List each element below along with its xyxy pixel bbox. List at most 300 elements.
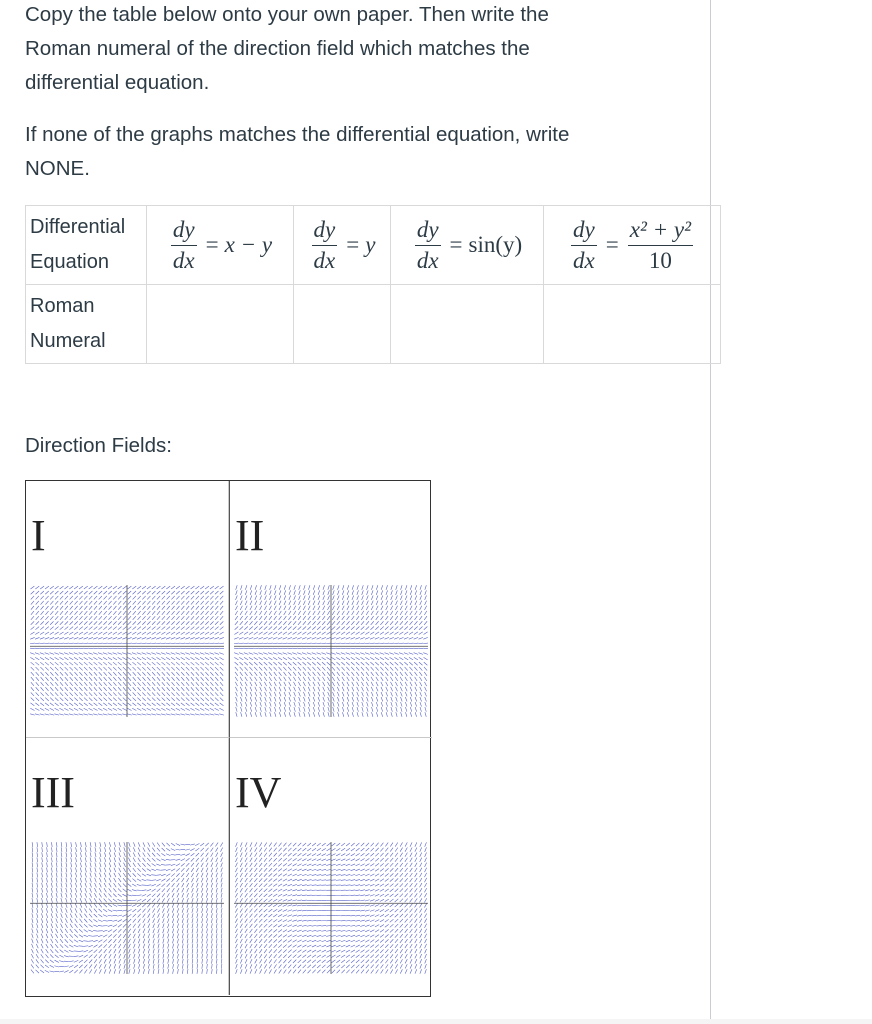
slope-segment [293, 657, 297, 660]
slope-segment [245, 959, 247, 963]
slope-segment [113, 682, 116, 686]
slope-segment [244, 653, 249, 655]
slope-segment [336, 632, 340, 635]
slope-segment [210, 611, 213, 615]
slope-segment [260, 606, 262, 610]
slope-segment [192, 959, 193, 964]
slope-segment [355, 920, 360, 921]
slope-segment [361, 627, 365, 630]
slope-segment [381, 964, 384, 968]
slope-segment [94, 586, 98, 589]
slope-segment [171, 873, 175, 876]
slope-segment [327, 682, 329, 686]
slope-segment [288, 950, 292, 953]
slope-segment [60, 934, 63, 938]
slope-segment [202, 934, 203, 939]
slope-segment [308, 611, 310, 615]
slope-segment [235, 903, 237, 907]
slope-segment [113, 698, 117, 701]
slope-segment [240, 939, 242, 943]
slope-segment [322, 859, 326, 861]
slope-segment [133, 672, 136, 676]
slope-segment [93, 930, 98, 931]
slope-segment [365, 900, 370, 901]
slope-segment [152, 672, 155, 676]
slope-segment [197, 893, 198, 898]
slope-segment [118, 883, 121, 887]
slope-segment [192, 949, 193, 954]
slope-segment [200, 657, 204, 659]
slope-segment [371, 970, 374, 974]
slope-segment [157, 596, 160, 599]
slope-segment [322, 843, 326, 846]
slope-segment [162, 677, 165, 681]
slope-segment [153, 949, 154, 954]
slope-segment [390, 964, 393, 968]
slope-segment [133, 621, 136, 624]
slope-segment [341, 662, 345, 665]
slope-segment [146, 643, 151, 644]
slope-segment [328, 692, 330, 696]
slope-segment [134, 954, 135, 959]
slope-segment [317, 970, 320, 973]
slope-segment [200, 667, 203, 670]
slope-segment [404, 637, 408, 639]
slope-segment [361, 667, 364, 671]
slope-segment [240, 949, 242, 953]
slope-segment [138, 959, 139, 964]
slope-segment [41, 944, 43, 948]
slope-segment [207, 969, 208, 974]
slope-segment [205, 606, 208, 610]
slope-segment [240, 616, 243, 620]
slope-segment [236, 964, 238, 968]
slope-segment [413, 648, 418, 649]
slope-segment [202, 928, 203, 933]
slope-segment [123, 591, 127, 594]
slope-segment [37, 898, 38, 903]
slope-segment [244, 627, 248, 630]
slope-segment [376, 621, 379, 625]
slope-segment [220, 677, 223, 681]
slope-segment [278, 853, 281, 856]
slope-segment [220, 657, 224, 659]
slope-segment [142, 698, 146, 701]
slope-segment [297, 653, 302, 655]
slope-segment [273, 873, 277, 876]
slope-segment [31, 667, 34, 670]
slope-segment [181, 868, 184, 871]
slope-segment [186, 627, 190, 630]
slope-segment [197, 934, 198, 939]
slope-segment [37, 908, 38, 913]
slope-segment [302, 900, 307, 901]
slope-segment [400, 878, 403, 882]
slope-segment [197, 939, 198, 944]
slope-segment [75, 903, 77, 907]
slope-segment [245, 692, 247, 696]
slope-segment [370, 869, 374, 871]
slope-segment [142, 863, 145, 867]
slope-segment [350, 920, 355, 921]
slope-segment [99, 959, 102, 963]
slope-segment [380, 939, 384, 942]
slope-segment [104, 687, 107, 691]
slope-segment [395, 606, 397, 610]
slope-segment [205, 662, 209, 665]
slope-segment [380, 662, 384, 665]
slope-segment [381, 595, 383, 599]
slope-segment [212, 944, 213, 949]
slope-segment [245, 667, 248, 671]
slope-segment [425, 590, 427, 595]
slope-segment [138, 944, 140, 949]
slope-segment [239, 662, 243, 665]
slope-segment [312, 874, 317, 875]
slope-segment [206, 868, 208, 872]
slope-segment [137, 591, 141, 594]
slope-segment [390, 667, 393, 671]
slope-segment [172, 682, 175, 686]
slope-segment [336, 955, 340, 958]
slope-segment [180, 844, 185, 845]
slope-segment [42, 888, 43, 893]
slope-segment [250, 842, 252, 846]
slope-segment [205, 611, 208, 615]
slope-segment [235, 606, 237, 610]
slope-segment [293, 621, 296, 625]
slope-segment [118, 708, 122, 710]
slope-segment [104, 863, 106, 868]
slope-segment [395, 853, 398, 857]
slope-segment [98, 914, 102, 917]
slope-segment [205, 667, 208, 670]
slope-segment [308, 672, 311, 676]
slope-segment [386, 969, 389, 973]
slope-segment [265, 692, 267, 696]
slope-segment [74, 703, 78, 706]
slope-segment [352, 606, 354, 610]
slope-segment [157, 687, 160, 691]
slope-segment [259, 954, 262, 958]
slope-segment [313, 697, 315, 702]
slope-segment [366, 616, 369, 620]
slope-segment [153, 964, 154, 969]
slope-segment [108, 708, 112, 710]
slope-segment [366, 601, 368, 605]
slope-segment [346, 621, 349, 625]
slope-segment [302, 643, 307, 644]
slope-segment [312, 940, 317, 942]
slope-segment [167, 682, 170, 686]
slope-segment [283, 955, 286, 958]
slope-segment [186, 873, 189, 877]
slope-segment [99, 909, 102, 912]
slope-segment [181, 606, 184, 610]
slope-segment [79, 657, 83, 659]
slope-segment [425, 959, 427, 963]
slope-segment [45, 672, 48, 676]
eq3-equals: = [449, 232, 463, 257]
slope-segment [80, 908, 82, 912]
slope-segment [278, 884, 282, 886]
slope-segment [93, 940, 98, 942]
slope-segment [395, 601, 397, 605]
slope-segment [84, 969, 87, 973]
slope-segment [114, 878, 116, 882]
slope-segment [210, 708, 214, 710]
slope-segment [298, 682, 300, 686]
slope-segment [405, 672, 408, 676]
slope-segment [255, 702, 257, 707]
slope-segment [133, 868, 136, 872]
slope-segment [404, 648, 409, 649]
slope-segment [352, 702, 354, 707]
slope-segment [186, 863, 189, 866]
slope-segment [74, 643, 79, 644]
slope-segment [420, 954, 422, 958]
slope-segment [113, 677, 116, 681]
slope-segment [420, 878, 422, 882]
slope-segment [351, 657, 355, 660]
slope-segment [117, 648, 122, 649]
slope-segment [94, 898, 96, 902]
slope-segment [322, 616, 325, 620]
slope-segment [405, 878, 408, 882]
slope-segment [419, 888, 421, 892]
slope-segment [220, 672, 223, 676]
slope-segment [221, 883, 222, 888]
slope-segment [93, 945, 97, 948]
slope-segment [32, 918, 33, 923]
slope-segment [375, 925, 379, 927]
slope-segment [215, 667, 218, 670]
slope-segment [181, 586, 185, 589]
slope-segment [264, 919, 267, 922]
slope-segment [323, 682, 325, 686]
slope-segment [186, 586, 190, 589]
slope-segment [98, 627, 102, 630]
slope-segment [112, 648, 117, 649]
slope-segment [245, 853, 247, 857]
slope-segment [249, 653, 254, 655]
slope-segment [410, 606, 412, 610]
slope-segment [361, 682, 363, 686]
slope-segment [405, 904, 408, 908]
slope-segment [273, 924, 277, 927]
slope-segment [289, 595, 291, 599]
slope-segment [46, 929, 48, 933]
slope-segment [346, 874, 351, 875]
slope-segment [202, 903, 203, 908]
slope-segment [396, 692, 398, 696]
slope-segment [123, 601, 126, 605]
slope-segment [99, 888, 101, 892]
slope-segment [176, 864, 180, 866]
slope-segment [76, 852, 77, 857]
slope-segment [138, 868, 141, 872]
slope-segment [35, 708, 39, 710]
slope-segment [103, 909, 107, 912]
slope-segment [389, 653, 394, 655]
slope-segment [385, 934, 389, 937]
slope-segment [196, 596, 199, 599]
slope-segment [41, 913, 42, 918]
slope-segment [176, 601, 179, 605]
slope-segment [254, 883, 257, 887]
slope-segment [312, 960, 316, 963]
slope-segment [415, 924, 418, 928]
slope-segment [176, 672, 179, 676]
slope-segment [36, 606, 39, 610]
slope-segment [177, 949, 178, 954]
slope-segment [405, 899, 408, 903]
slope-segment [283, 899, 287, 901]
slope-segment [128, 944, 130, 948]
slope-segment [274, 687, 276, 691]
slope-segment [396, 702, 398, 707]
slope-segment [399, 648, 404, 649]
slope-segment [84, 703, 88, 706]
slope-segment [367, 712, 368, 717]
slope-segment [240, 627, 244, 630]
slope-segment [54, 966, 59, 967]
slope-segment [148, 848, 150, 852]
slope-segment [284, 595, 286, 599]
slope-segment [361, 672, 364, 676]
slope-segment [279, 611, 281, 615]
slope-segment [361, 970, 364, 974]
slope-segment [386, 692, 388, 696]
slope-segment [389, 637, 393, 639]
slope-segment [113, 616, 116, 620]
slope-segment [337, 601, 339, 605]
slope-segment [70, 667, 73, 670]
slope-segment [200, 648, 205, 649]
slope-segment [88, 714, 93, 715]
slope-segment [235, 621, 238, 625]
slope-segment [172, 929, 173, 934]
slope-segment [147, 698, 151, 701]
slope-segment [297, 874, 301, 876]
slope-segment [195, 627, 199, 630]
slope-segment [415, 964, 417, 968]
slope-segment [321, 875, 326, 876]
slope-segment [147, 899, 151, 902]
slope-segment [254, 934, 257, 938]
slope-segment [46, 913, 47, 918]
slope-segment [317, 965, 321, 968]
slope-segment [404, 653, 409, 655]
slope-segment [337, 687, 339, 691]
slope-segment [283, 959, 286, 963]
slope-segment [161, 879, 165, 882]
slope-segment [152, 848, 155, 852]
slope-segment [157, 889, 161, 892]
slope-segment [181, 677, 184, 681]
instruction-line-5: NONE. [25, 157, 90, 180]
slope-segment [124, 847, 126, 852]
slope-segment [37, 883, 38, 888]
slope-segment [216, 928, 217, 933]
slope-segment [419, 627, 423, 630]
slope-segment [70, 687, 73, 691]
slope-segment [425, 601, 427, 605]
slope-segment [85, 857, 86, 862]
slope-segment [323, 702, 325, 707]
slope-segment [60, 586, 64, 589]
slope-segment [192, 898, 193, 903]
slope-segment [61, 913, 63, 917]
slope-segment [56, 898, 57, 903]
slope-segment [88, 643, 93, 644]
slope-segment [303, 595, 305, 599]
slope-segment [235, 667, 238, 671]
slope-segment [42, 893, 43, 898]
slope-segment [425, 585, 427, 590]
slope-segment [250, 697, 252, 702]
slope-segment [347, 585, 349, 590]
slope-segment [50, 687, 53, 691]
slope-segment [327, 627, 331, 630]
slope-segment [322, 965, 326, 968]
slope-segment [75, 924, 78, 928]
slope-segment [221, 888, 222, 893]
slope-segment [293, 662, 297, 665]
slope-segment [292, 637, 296, 639]
slope-segment [307, 627, 311, 630]
slope-segment [148, 944, 149, 949]
slope-segment [415, 842, 417, 846]
slope-segment [143, 939, 145, 944]
slope-segment [360, 890, 365, 891]
slope-segment [176, 596, 179, 599]
slope-segment [187, 908, 188, 913]
slope-segment [327, 677, 329, 681]
slope-segment [118, 672, 121, 676]
slope-segment [84, 667, 87, 670]
slope-segment [273, 894, 277, 897]
slope-segment [386, 611, 388, 615]
slope-segment [307, 915, 312, 916]
slope-segment [156, 708, 160, 710]
slope-segment [395, 611, 397, 615]
slope-segment [172, 898, 174, 902]
slope-segment [342, 667, 345, 671]
slope-segment [289, 682, 291, 686]
slope-segment [118, 586, 122, 589]
slope-segment [352, 595, 354, 599]
slope-segment [79, 935, 83, 938]
slope-segment [323, 585, 325, 590]
slope-segment [84, 586, 88, 589]
slope-segment [151, 643, 156, 644]
slope-segment [260, 687, 262, 691]
slope-segment [75, 606, 78, 610]
slope-segment [415, 873, 417, 877]
slope-segment [235, 878, 237, 882]
slope-segment [274, 697, 276, 702]
slope-segment [211, 878, 213, 883]
slope-segment [401, 702, 403, 707]
slope-segment [171, 698, 175, 701]
slope-segment [327, 955, 331, 957]
slope-segment [245, 969, 247, 973]
slope-segment [288, 653, 293, 655]
slope-segment [312, 653, 317, 655]
slope-segment [269, 949, 272, 953]
slope-segment [318, 702, 320, 707]
